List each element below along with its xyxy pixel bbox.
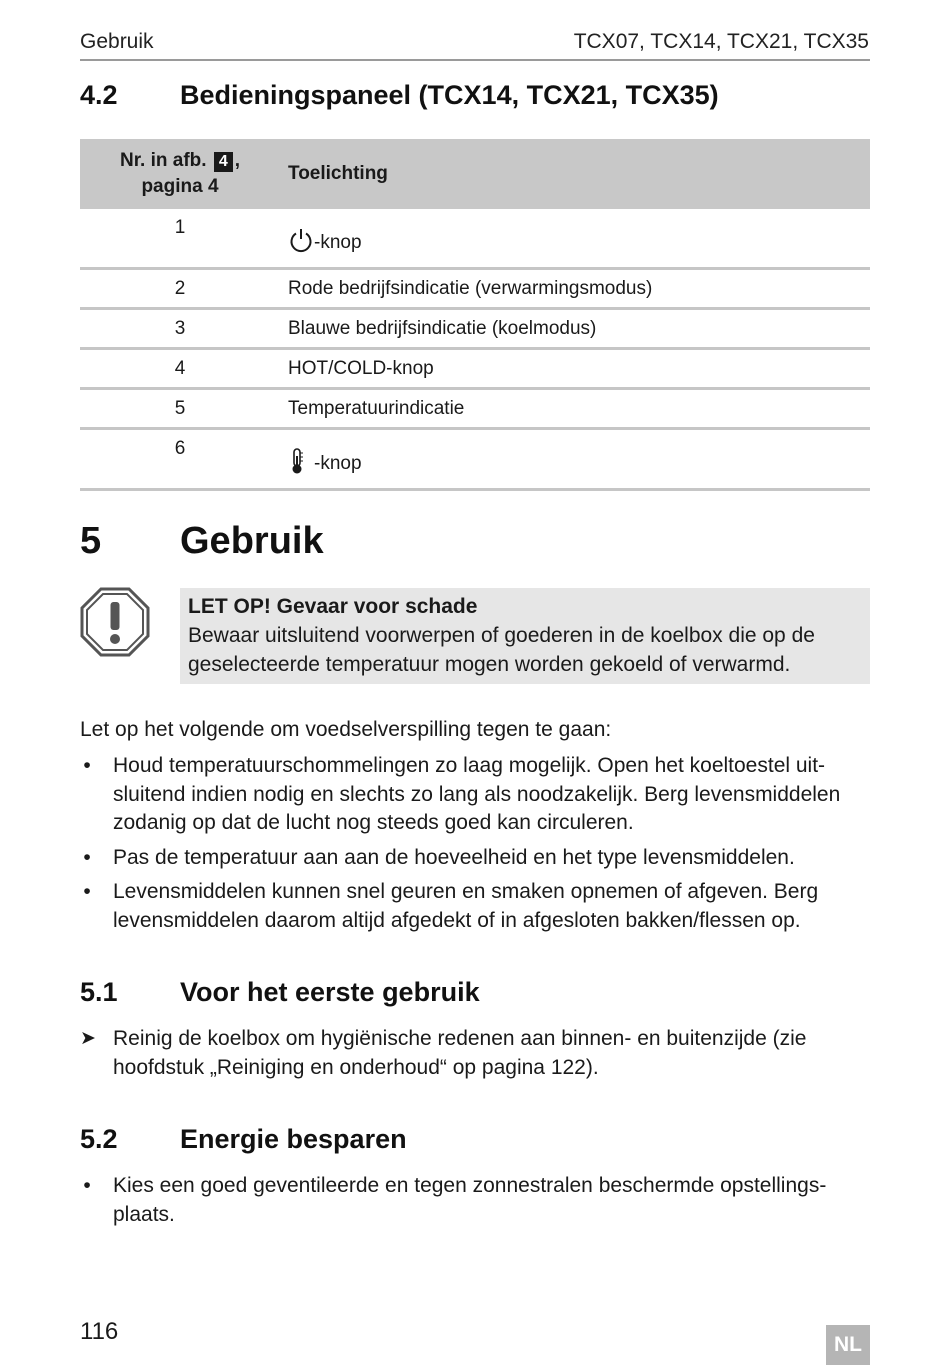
- header-comma: ,: [234, 150, 241, 171]
- header-text: Nr. in afb.: [119, 150, 207, 171]
- cell-number: 5: [80, 389, 280, 429]
- bullet-marker: •: [83, 845, 91, 869]
- tips-list: [80, 752, 870, 935]
- section-number: 4.2: [80, 80, 118, 110]
- table-row: [80, 429, 870, 490]
- section-title: Bedieningspaneel (TCX14, TCX21, TCX35): [180, 80, 719, 110]
- list-item-line: Houd temperatuurschommelingen zo laag mogelijk. Open het koeltoestel uit-: [113, 754, 826, 777]
- table-row: [80, 389, 870, 429]
- table-row: [80, 309, 870, 349]
- list-item: [80, 1172, 870, 1229]
- cell-explanation: [280, 429, 870, 490]
- figure-reference-badge: 4: [214, 152, 233, 172]
- cell-number: 2: [80, 269, 280, 309]
- header-rule: [80, 59, 870, 61]
- cell-number: 4: [80, 349, 280, 389]
- header-text: pagina 4: [141, 176, 219, 197]
- power-icon: [288, 227, 314, 259]
- cell-explanation: [280, 209, 870, 269]
- cell-explanation: Temperatuurindicatie: [280, 389, 870, 429]
- table-row: [80, 269, 870, 309]
- bullet-marker: •: [83, 1174, 91, 1197]
- table-header-row: [80, 139, 870, 209]
- cell-text: -knop: [314, 232, 362, 254]
- warning-text-line: Bewaar uitsluitend voorwerpen of goederen in de koelbox die op de: [188, 624, 815, 647]
- language-tab: NL: [826, 1325, 870, 1365]
- list-item: [80, 752, 870, 838]
- cell-number: 6: [80, 429, 280, 490]
- table-row: [80, 349, 870, 389]
- list-item-line: Levensmiddelen kunnen snel geuren en smaken opnemen of afgeven. Berg: [113, 880, 819, 903]
- list-item-line: Kies een goed geventileerde en tegen zonnestralen beschermde opstellings-: [113, 1174, 827, 1197]
- cell-text: -knop: [314, 453, 362, 475]
- column-header-number: [80, 139, 280, 209]
- column-header-explanation: Toelichting: [280, 139, 870, 209]
- list-item-line: plaats.: [113, 1202, 175, 1226]
- thermometer-icon: [288, 447, 306, 481]
- warning-text-line: geselecteerde temperatuur mogen worden gekoeld of verwarmd.: [188, 653, 791, 676]
- cell-number: 3: [80, 309, 280, 349]
- energy-list: [80, 1172, 870, 1229]
- instruction-list: [80, 1025, 870, 1082]
- running-header-models: TCX07, TCX14, TCX21, TCX35: [573, 30, 869, 53]
- table-row: [80, 209, 870, 269]
- list-item-line: levensmiddelen daarom altijd afgedekt of in afgesloten bakken/flessen op.: [113, 908, 801, 932]
- instruction-step: [80, 1025, 870, 1082]
- arrow-right-icon: ➤: [80, 1028, 96, 1049]
- step-line: Reinig de koelbox om hygiënische redenen aan binnen- en buitenzijde (zie: [113, 1027, 807, 1050]
- page-number: 116: [80, 1318, 119, 1345]
- warning-octagon-icon: [79, 586, 151, 658]
- list-item: [80, 878, 870, 935]
- warning-title: LET OP! Gevaar voor schade: [188, 595, 478, 618]
- list-item-line: zodanig op dat de lucht nog steeds goed kan circuleren.: [113, 811, 634, 834]
- control-panel-table: [80, 139, 870, 491]
- section-number: 5.1: [80, 977, 118, 1007]
- cell-number: 1: [80, 209, 280, 269]
- list-item-line: Pas de temperatuur aan aan de hoeveelheid en het type levensmiddelen.: [113, 845, 795, 869]
- cell-explanation: HOT/COLD-knop: [280, 349, 870, 389]
- section-title: Voor het eerste gebruik: [180, 977, 480, 1007]
- list-item: [80, 844, 870, 873]
- step-line: hoofdstuk „Reiniging en onderhoud“ op pagina 122).: [113, 1055, 599, 1079]
- section-title: Energie besparen: [180, 1124, 407, 1154]
- section-number: 5.2: [80, 1124, 118, 1154]
- bullet-marker: •: [83, 754, 91, 777]
- chapter-number: 5: [80, 520, 102, 562]
- chapter-title: Gebruik: [180, 520, 324, 562]
- intro-paragraph: Let op het volgende om voedselverspilling tegen te gaan:: [80, 718, 612, 741]
- list-item-line: sluitend indien nodig en slechts zo lang als noodzakelijk. Berg levensmiddelen: [113, 782, 841, 806]
- cell-explanation: Blauwe bedrijfsindicatie (koelmodus): [280, 309, 870, 349]
- bullet-marker: •: [83, 880, 91, 903]
- warning-box: [180, 588, 870, 684]
- running-header-section: Gebruik: [80, 30, 154, 53]
- cell-explanation: Rode bedrijfsindicatie (verwarmingsmodus): [280, 269, 870, 309]
